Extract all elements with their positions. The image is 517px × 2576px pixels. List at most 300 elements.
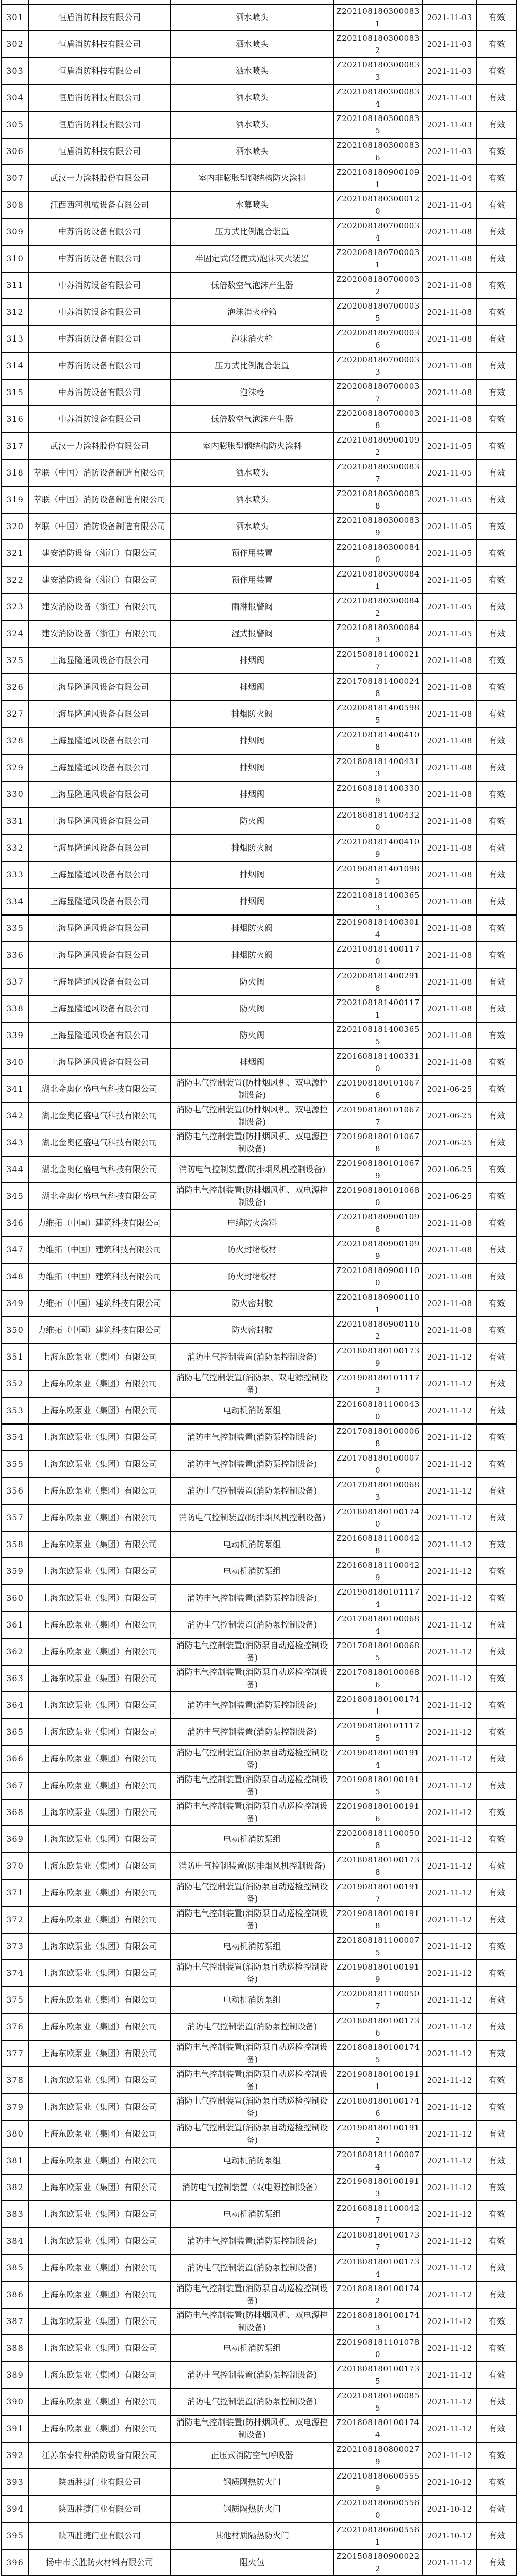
cell-product: 电动机消防泵组 bbox=[171, 1933, 333, 1960]
table-row bbox=[2, 1424, 517, 1451]
cell-no: 354 bbox=[2, 1424, 28, 1451]
cell-date: 2021-11-03 bbox=[422, 84, 477, 111]
cell-no: 311 bbox=[2, 272, 28, 299]
cell-no: 340 bbox=[2, 1049, 28, 1076]
cell-company: 中苏消防设备有限公司 bbox=[28, 352, 171, 379]
table-row bbox=[2, 1719, 517, 1745]
cell-cert: Z2020081814005985 bbox=[333, 701, 422, 727]
cell-cert: Z2016081814003309 bbox=[333, 781, 422, 808]
cell-no: 351 bbox=[2, 1344, 28, 1370]
cell-product: 预作用装置 bbox=[171, 567, 333, 594]
cell-company: 上海东欧泵业（集团）有限公司 bbox=[28, 1370, 171, 1397]
cell-date: 2021-11-12 bbox=[422, 2040, 477, 2067]
cell-date: 2021-11-08 bbox=[422, 888, 477, 915]
cell-no: 358 bbox=[2, 1531, 28, 1558]
cell-product: 消防电气控制装置(消防泵控制设备) bbox=[171, 2228, 333, 2255]
table-row bbox=[2, 594, 517, 620]
cell-cert: Z2019081801001913 bbox=[333, 2174, 422, 2201]
cell-product: 消防电气控制装置(消防泵、双电源控制设备) bbox=[171, 1370, 333, 1397]
cell-status: 有效 bbox=[477, 888, 517, 915]
cell-cert: Z2021081806005561 bbox=[333, 2522, 422, 2549]
cell-status: 有效 bbox=[477, 1906, 517, 1933]
certificate-table bbox=[1, 0, 517, 2576]
cell-cert: Z2020081807000031 bbox=[333, 245, 422, 272]
cell-company: 上海东欧泵业（集团）有限公司 bbox=[28, 2067, 171, 2094]
table-row bbox=[2, 1370, 517, 1397]
cell-no: 383 bbox=[2, 2201, 28, 2228]
cell-company: 江西西河机械设备有限公司 bbox=[28, 192, 171, 218]
table-row bbox=[2, 2496, 517, 2522]
cell-no: 353 bbox=[2, 1397, 28, 1424]
cell-date: 2021-11-12 bbox=[422, 2121, 477, 2147]
cell-product: 消防电气控制装置(消防泵自动巡检控制设备) bbox=[171, 2281, 333, 2308]
cell-no: 386 bbox=[2, 2281, 28, 2308]
cell-no: 344 bbox=[2, 1156, 28, 1183]
table-row bbox=[2, 701, 517, 727]
cell-date: 2021-11-12 bbox=[422, 2442, 477, 2469]
cell-product: 压力式比例混合装置 bbox=[171, 218, 333, 245]
cell-status: 有效 bbox=[477, 1558, 517, 1585]
cell-status: 有效 bbox=[477, 2174, 517, 2201]
cell-company: 力维拓（中国）建筑科技有限公司 bbox=[28, 1263, 171, 1290]
cell-date: 2021-11-08 bbox=[422, 969, 477, 995]
cell-cert: Z2021081814003655 bbox=[333, 1022, 422, 1049]
cell-company: 上海东欧泵业（集团）有限公司 bbox=[28, 1772, 171, 1799]
cell-product: 排烟阀 bbox=[171, 647, 333, 674]
table-row bbox=[2, 1022, 517, 1049]
cell-status: 有效 bbox=[477, 2147, 517, 2174]
cell-date: 2021-11-12 bbox=[422, 2174, 477, 2201]
cell-company: 上海东欧泵业（集团）有限公司 bbox=[28, 1665, 171, 1692]
cell-date: 2021-06-25 bbox=[422, 1156, 477, 1183]
cell-cert: Z2019081814003014 bbox=[333, 915, 422, 942]
cell-company: 上海显隆通风设备有限公司 bbox=[28, 1022, 171, 1049]
cell-status: 有效 bbox=[477, 486, 517, 513]
cell-company: 上海东欧泵业（集团）有限公司 bbox=[28, 1692, 171, 1719]
cell-product: 电动机消防泵组 bbox=[171, 1987, 333, 2013]
cell-cert: Z2021081803000841 bbox=[333, 567, 422, 594]
cell-no: 313 bbox=[2, 326, 28, 352]
cell-cert: Z2015081809000222 bbox=[333, 2549, 422, 2576]
table-row bbox=[2, 460, 517, 486]
cell-company: 扬中市长胜防火材料有限公司 bbox=[28, 2549, 171, 2576]
cell-product: 消防电气控制装置(消防泵自动巡检控制设备) bbox=[171, 1879, 333, 1906]
table-row bbox=[2, 1987, 517, 2013]
cell-status: 有效 bbox=[477, 218, 517, 245]
cell-no: 396 bbox=[2, 2549, 28, 2576]
cell-no: 368 bbox=[2, 1799, 28, 1826]
table-row bbox=[2, 1772, 517, 1799]
cell-company: 力维拓（中国）建筑科技有限公司 bbox=[28, 1317, 171, 1344]
cell-cert: Z2019081801011174 bbox=[333, 1585, 422, 1612]
cell-cert: Z2016081811000428 bbox=[333, 1531, 422, 1558]
cell-company: 上海显隆通风设备有限公司 bbox=[28, 969, 171, 995]
cell-cert: Z2020081807000032 bbox=[333, 272, 422, 299]
cell-date: 2021-11-08 bbox=[422, 674, 477, 701]
cell-date: 2021-11-08 bbox=[422, 1210, 477, 1236]
cell-date: 2021-11-12 bbox=[422, 1799, 477, 1826]
cell-product: 半固定式(轻便式)泡沫灭火装置 bbox=[171, 245, 333, 272]
partial-cell bbox=[28, 0, 171, 4]
cell-product: 洒水喷头 bbox=[171, 31, 333, 58]
cell-status: 有效 bbox=[477, 995, 517, 1022]
table-row bbox=[2, 1853, 517, 1879]
cell-status: 有效 bbox=[477, 1076, 517, 1103]
cell-no: 395 bbox=[2, 2522, 28, 2549]
table-row bbox=[2, 406, 517, 433]
cell-product: 消防电气控制装置(防排烟风机控制设备) bbox=[171, 1156, 333, 1183]
table-row bbox=[2, 1049, 517, 1076]
table-row bbox=[2, 2013, 517, 2040]
cell-product: 低倍数空气泡沫产生器 bbox=[171, 406, 333, 433]
cell-no: 391 bbox=[2, 2415, 28, 2442]
table-row bbox=[2, 1076, 517, 1103]
cell-cert: Z2017081801000686 bbox=[333, 1665, 422, 1692]
cell-no: 303 bbox=[2, 58, 28, 84]
table-row bbox=[2, 1906, 517, 1933]
cell-cert: Z2018081801001740 bbox=[333, 1504, 422, 1531]
cell-no: 345 bbox=[2, 1183, 28, 1210]
table-row bbox=[2, 2308, 517, 2335]
cell-status: 有效 bbox=[477, 1638, 517, 1665]
cell-date: 2021-11-12 bbox=[422, 1424, 477, 1451]
table-row bbox=[2, 674, 517, 701]
table-row bbox=[2, 942, 517, 969]
cell-status: 有效 bbox=[477, 2228, 517, 2255]
cell-company: 湖北金奥亿盛电气科技有限公司 bbox=[28, 1156, 171, 1183]
cell-status: 有效 bbox=[477, 594, 517, 620]
table-row bbox=[2, 2067, 517, 2094]
cell-cert: Z2019081801001918 bbox=[333, 1906, 422, 1933]
cell-status: 有效 bbox=[477, 1719, 517, 1745]
cell-cert: Z2015081814000217 bbox=[333, 647, 422, 674]
cell-date: 2021-11-08 bbox=[422, 808, 477, 835]
cell-date: 2021-10-12 bbox=[422, 2496, 477, 2522]
cell-date: 2021-11-12 bbox=[422, 1692, 477, 1719]
cell-company: 中苏消防设备有限公司 bbox=[28, 272, 171, 299]
cell-date: 2021-11-12 bbox=[422, 2308, 477, 2335]
cell-cert: Z2021081801000855 bbox=[333, 2388, 422, 2415]
table-row bbox=[2, 1397, 517, 1424]
cell-product: 消防电气控制装置(防排烟风机、双电源控制设备) bbox=[171, 2308, 333, 2335]
cell-no: 304 bbox=[2, 84, 28, 111]
cell-status: 有效 bbox=[477, 674, 517, 701]
table-row bbox=[2, 2228, 517, 2255]
cell-product: 电动机消防泵组 bbox=[171, 2201, 333, 2228]
cell-date: 2021-11-08 bbox=[422, 701, 477, 727]
cell-cert: Z2016081811000427 bbox=[333, 2201, 422, 2228]
cell-company: 上海东欧泵业（集团）有限公司 bbox=[28, 2308, 171, 2335]
cell-date: 2021-11-08 bbox=[422, 781, 477, 808]
cell-product: 消防电气控制装置(消防泵控制设备) bbox=[171, 1478, 333, 1504]
cell-status: 有效 bbox=[477, 942, 517, 969]
cell-company: 上海东欧泵业（集团）有限公司 bbox=[28, 1745, 171, 1772]
table-row bbox=[2, 1478, 517, 1504]
cell-no: 382 bbox=[2, 2174, 28, 2201]
cell-no: 379 bbox=[2, 2094, 28, 2121]
cell-product: 排烟阀 bbox=[171, 674, 333, 701]
table-row bbox=[2, 1638, 517, 1665]
cell-company: 上海东欧泵业（集团）有限公司 bbox=[28, 2121, 171, 2147]
cell-date: 2021-11-05 bbox=[422, 540, 477, 567]
cell-cert: Z2021081803000833 bbox=[333, 58, 422, 84]
cell-status: 有效 bbox=[477, 1370, 517, 1397]
table-row bbox=[2, 58, 517, 84]
cell-status: 有效 bbox=[477, 513, 517, 540]
cell-date: 2021-11-12 bbox=[422, 2201, 477, 2228]
cell-company: 恒盾消防科技有限公司 bbox=[28, 58, 171, 84]
cell-product: 消防电气控制装置(防排烟风机、双电源控制设备) bbox=[171, 1103, 333, 1129]
cell-cert: Z2021081803000843 bbox=[333, 620, 422, 647]
table-row bbox=[2, 245, 517, 272]
cell-status: 有效 bbox=[477, 1290, 517, 1317]
cell-status: 有效 bbox=[477, 4, 517, 31]
cell-company: 上海东欧泵业（集团）有限公司 bbox=[28, 1397, 171, 1424]
cell-cert: Z2020081807000035 bbox=[333, 299, 422, 326]
table-row bbox=[2, 808, 517, 835]
cell-status: 有效 bbox=[477, 2255, 517, 2281]
cell-cert: Z2020081807000038 bbox=[333, 406, 422, 433]
cell-company: 力维拓（中国）建筑科技有限公司 bbox=[28, 1210, 171, 1236]
cell-cert: Z2020081811000508 bbox=[333, 1826, 422, 1853]
cell-cert: Z2021081809001098 bbox=[333, 1210, 422, 1236]
cell-no: 338 bbox=[2, 995, 28, 1022]
cell-status: 有效 bbox=[477, 2442, 517, 2469]
cell-no: 317 bbox=[2, 433, 28, 460]
table-row bbox=[2, 754, 517, 781]
cell-date: 2021-11-12 bbox=[422, 1933, 477, 1960]
cell-no: 309 bbox=[2, 218, 28, 245]
cell-status: 有效 bbox=[477, 1960, 517, 1987]
table-row bbox=[2, 272, 517, 299]
cell-product: 洒水喷头 bbox=[171, 58, 333, 84]
cell-date: 2021-11-12 bbox=[422, 1585, 477, 1612]
partial-cell bbox=[171, 0, 333, 4]
cell-company: 武汉一力涂料股份有限公司 bbox=[28, 433, 171, 460]
cell-date: 2021-11-08 bbox=[422, 218, 477, 245]
cell-no: 325 bbox=[2, 647, 28, 674]
cell-date: 2021-11-05 bbox=[422, 433, 477, 460]
cell-status: 有效 bbox=[477, 2067, 517, 2094]
cell-company: 上海东欧泵业（集团）有限公司 bbox=[28, 2335, 171, 2362]
cell-no: 380 bbox=[2, 2121, 28, 2147]
cell-company: 恒盾消防科技有限公司 bbox=[28, 4, 171, 31]
cell-product: 消防电气控制装置(消防泵控制设备) bbox=[171, 2255, 333, 2281]
table-row bbox=[2, 1317, 517, 1344]
cell-product: 其他材质隔热防火门 bbox=[171, 2522, 333, 2549]
cell-cert: Z2021081809001091 bbox=[333, 165, 422, 192]
table-row bbox=[2, 647, 517, 674]
cell-status: 有效 bbox=[477, 2281, 517, 2308]
cell-product: 泡沫消火栓 bbox=[171, 326, 333, 352]
cell-cert: Z2020081811000507 bbox=[333, 1987, 422, 2013]
cell-status: 有效 bbox=[477, 2388, 517, 2415]
cell-product: 洒水喷头 bbox=[171, 84, 333, 111]
cell-company: 上海东欧泵业（集团）有限公司 bbox=[28, 1906, 171, 1933]
cell-company: 上海显隆通风设备有限公司 bbox=[28, 754, 171, 781]
cell-no: 373 bbox=[2, 1933, 28, 1960]
cell-no: 308 bbox=[2, 192, 28, 218]
cell-cert: Z2016081814003310 bbox=[333, 1049, 422, 1076]
cell-company: 陕西胜捷门业有限公司 bbox=[28, 2522, 171, 2549]
cell-no: 362 bbox=[2, 1638, 28, 1665]
cell-no: 348 bbox=[2, 1263, 28, 1290]
cell-date: 2021-11-12 bbox=[422, 2013, 477, 2040]
table-row bbox=[2, 2281, 517, 2308]
cell-status: 有效 bbox=[477, 1826, 517, 1853]
cell-company: 力维拓（中国）建筑科技有限公司 bbox=[28, 1236, 171, 1263]
cell-no: 339 bbox=[2, 1022, 28, 1049]
cell-no: 361 bbox=[2, 1612, 28, 1638]
cell-cert: Z2018081801001745 bbox=[333, 2040, 422, 2067]
cell-cert: Z2018081801001738 bbox=[333, 1853, 422, 1879]
cell-cert: Z2018081801001744 bbox=[333, 2415, 422, 2442]
cell-cert: Z2019081801010678 bbox=[333, 1129, 422, 1156]
cell-cert: Z2021081814001170 bbox=[333, 942, 422, 969]
table-row bbox=[2, 1612, 517, 1638]
cell-product: 室内膨胀型钢结构防火涂料 bbox=[171, 433, 333, 460]
cell-no: 310 bbox=[2, 245, 28, 272]
cell-status: 有效 bbox=[477, 1504, 517, 1531]
cell-company: 上海东欧泵业（集团）有限公司 bbox=[28, 1504, 171, 1531]
cell-no: 314 bbox=[2, 352, 28, 379]
table-row bbox=[2, 138, 517, 165]
cell-product: 泡沫消火栓箱 bbox=[171, 299, 333, 326]
cell-no: 333 bbox=[2, 861, 28, 888]
partial-cell bbox=[333, 0, 422, 4]
cell-product: 消防电气控制装置(消防泵自动巡检控制设备) bbox=[171, 1638, 333, 1665]
cell-product: 消防电气控制装置(消防泵自动巡检控制设备) bbox=[171, 1772, 333, 1799]
cell-company: 武汉一力涂料股份有限公司 bbox=[28, 165, 171, 192]
cell-cert: Z2021081806005560 bbox=[333, 2496, 422, 2522]
cell-date: 2021-11-08 bbox=[422, 245, 477, 272]
cell-status: 有效 bbox=[477, 647, 517, 674]
cell-company: 上海东欧泵业（集团）有限公司 bbox=[28, 1933, 171, 1960]
cell-cert: Z2021081803000842 bbox=[333, 594, 422, 620]
cell-date: 2021-11-12 bbox=[422, 1719, 477, 1745]
cell-company: 恒盾消防科技有限公司 bbox=[28, 138, 171, 165]
cell-no: 327 bbox=[2, 701, 28, 727]
cell-date: 2021-11-05 bbox=[422, 620, 477, 647]
table-row bbox=[2, 352, 517, 379]
cell-cert: Z2021081803000840 bbox=[333, 540, 422, 567]
cell-company: 湖北金奥亿盛电气科技有限公司 bbox=[28, 1129, 171, 1156]
cell-date: 2021-11-12 bbox=[422, 2549, 477, 2576]
table-row bbox=[2, 969, 517, 995]
cell-status: 有效 bbox=[477, 1103, 517, 1129]
cell-status: 有效 bbox=[477, 326, 517, 352]
cell-status: 有效 bbox=[477, 781, 517, 808]
cell-date: 2021-10-12 bbox=[422, 2522, 477, 2549]
cell-status: 有效 bbox=[477, 1049, 517, 1076]
cell-cert: Z2019081801001915 bbox=[333, 1772, 422, 1799]
table-row bbox=[2, 218, 517, 245]
cell-company: 上海东欧泵业（集团）有限公司 bbox=[28, 2362, 171, 2388]
cell-company: 上海东欧泵业（集团）有限公司 bbox=[28, 2094, 171, 2121]
cell-cert: Z2020081807000034 bbox=[333, 218, 422, 245]
cell-product: 消防电气控制装置（双电源控制设备） bbox=[171, 2174, 333, 2201]
cell-date: 2021-11-08 bbox=[422, 1290, 477, 1317]
cell-cert: Z2021081808000279 bbox=[333, 2442, 422, 2469]
cell-product: 防火封堵板材 bbox=[171, 1263, 333, 1290]
cell-product: 消防电气控制装置(消防泵控制设备) bbox=[171, 1719, 333, 1745]
cell-cert: Z2019081801001917 bbox=[333, 1879, 422, 1906]
cell-cert: Z2018081814004320 bbox=[333, 808, 422, 835]
cell-company: 上海显隆通风设备有限公司 bbox=[28, 727, 171, 754]
cell-date: 2021-06-25 bbox=[422, 1076, 477, 1103]
cell-date: 2021-11-12 bbox=[422, 1745, 477, 1772]
cell-company: 上海东欧泵业（集团）有限公司 bbox=[28, 1558, 171, 1585]
table-row bbox=[2, 111, 517, 138]
cell-cert: Z2019081811010780 bbox=[333, 2335, 422, 2362]
cell-date: 2021-11-08 bbox=[422, 326, 477, 352]
cell-status: 有效 bbox=[477, 2201, 517, 2228]
cell-cert: Z2019081801010680 bbox=[333, 1183, 422, 1210]
cell-product: 排烟阀 bbox=[171, 888, 333, 915]
cell-status: 有效 bbox=[477, 460, 517, 486]
table-row bbox=[2, 513, 517, 540]
cell-status: 有效 bbox=[477, 2415, 517, 2442]
cell-no: 363 bbox=[2, 1665, 28, 1692]
cell-product: 消防电气控制装置(消防泵控制设备) bbox=[171, 1344, 333, 1370]
cell-company: 上海东欧泵业（集团）有限公司 bbox=[28, 2388, 171, 2415]
cell-product: 防火阀 bbox=[171, 995, 333, 1022]
cell-cert: Z2021081803000834 bbox=[333, 84, 422, 111]
cell-status: 有效 bbox=[477, 1799, 517, 1826]
cell-product: 洒水喷头 bbox=[171, 138, 333, 165]
cell-product: 防火阀 bbox=[171, 1022, 333, 1049]
cell-no: 374 bbox=[2, 1960, 28, 1987]
cell-cert: Z2021081806005559 bbox=[333, 2469, 422, 2496]
cell-company: 力维拓（中国）建筑科技有限公司 bbox=[28, 1290, 171, 1317]
cell-company: 中苏消防设备有限公司 bbox=[28, 299, 171, 326]
cell-no: 324 bbox=[2, 620, 28, 647]
certificate-list-page bbox=[1, 0, 516, 2576]
cell-product: 排烟防火阀 bbox=[171, 835, 333, 861]
cell-company: 上海东欧泵业（集团）有限公司 bbox=[28, 2174, 171, 2201]
table-row bbox=[2, 84, 517, 111]
table-row bbox=[2, 486, 517, 513]
cell-no: 372 bbox=[2, 1906, 28, 1933]
table-row bbox=[2, 379, 517, 406]
cell-cert: Z2020081807000037 bbox=[333, 379, 422, 406]
cell-cert: Z2018081811000074 bbox=[333, 2147, 422, 2174]
cell-no: 371 bbox=[2, 1879, 28, 1906]
cell-status: 有效 bbox=[477, 2121, 517, 2147]
cell-status: 有效 bbox=[477, 1585, 517, 1612]
cell-date: 2021-10-12 bbox=[422, 2469, 477, 2496]
table-row bbox=[2, 1129, 517, 1156]
cell-status: 有效 bbox=[477, 567, 517, 594]
cell-cert: Z2021081803000120 bbox=[333, 192, 422, 218]
cell-product: 消防电气控制装置(消防泵自动巡检控制设备) bbox=[171, 2040, 333, 2067]
cell-product: 消防电气控制装置(消防泵控制设备) bbox=[171, 1424, 333, 1451]
cell-status: 有效 bbox=[477, 2040, 517, 2067]
cell-company: 建安消防设备（浙江）有限公司 bbox=[28, 567, 171, 594]
cell-date: 2021-11-08 bbox=[422, 942, 477, 969]
cell-product: 消防电气控制装置(防排烟风机控制设备) bbox=[171, 1504, 333, 1531]
cell-product: 消防电气控制装置(防排烟风机控制设备) bbox=[171, 1853, 333, 1879]
table-row bbox=[2, 1344, 517, 1370]
cell-cert: Z2017081814000248 bbox=[333, 674, 422, 701]
cell-date: 2021-11-12 bbox=[422, 2147, 477, 2174]
cell-status: 有效 bbox=[477, 1210, 517, 1236]
cell-date: 2021-11-12 bbox=[422, 1478, 477, 1504]
cell-status: 有效 bbox=[477, 1745, 517, 1772]
cell-no: 360 bbox=[2, 1585, 28, 1612]
cell-date: 2021-11-03 bbox=[422, 4, 477, 31]
cell-date: 2021-11-12 bbox=[422, 1531, 477, 1558]
